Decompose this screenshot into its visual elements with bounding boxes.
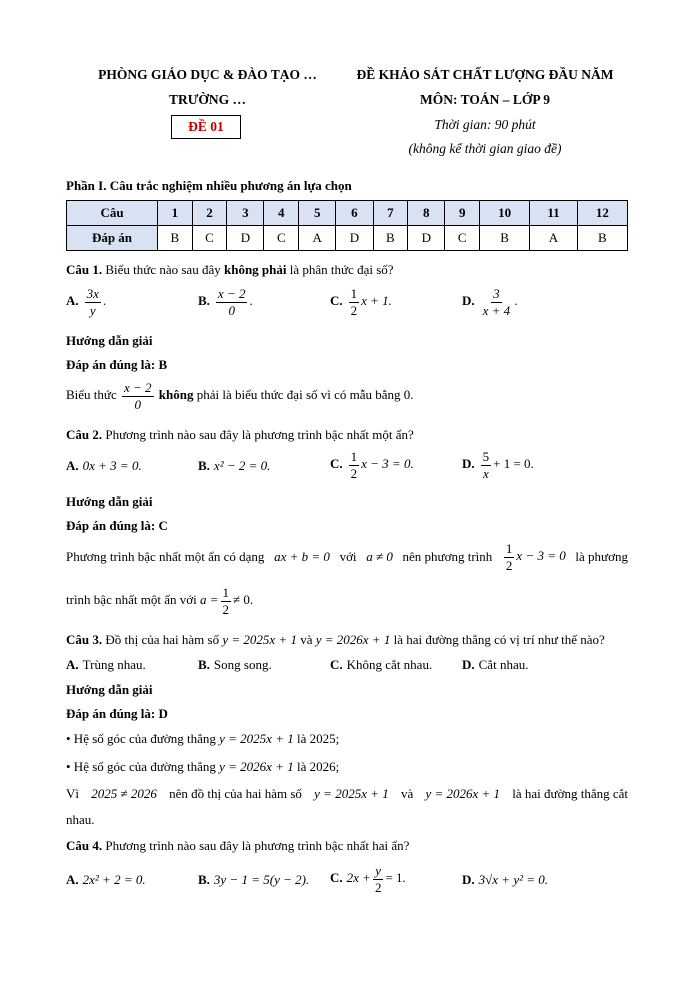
school-name: TRƯỜNG … — [168, 92, 247, 107]
q3-option-a: A. Trùng nhau. — [66, 657, 146, 672]
question-number-cell: 1 — [158, 201, 193, 226]
question-3: Câu 3. Đồ thị của hai hàm số y = 2025x + 1 và y = 2026x + 1 là hai đường thẳng có vị trí như thế nào? — [66, 632, 605, 647]
q4-option-d: D. 3√x + y² = 0. — [462, 872, 549, 887]
option-label: D. — [462, 657, 475, 672]
question-text: Phương trình nào sau đây là phương trình bậc nhất một ẩn? — [105, 427, 414, 442]
fraction: $\frac{1}{2}$ — [350, 286, 358, 318]
q1-option-c: C. $\frac{1}{2}$ x + 1. — [330, 286, 392, 318]
option-label: B. — [198, 293, 210, 309]
answer-cell: B — [373, 226, 408, 251]
answer-cell: A — [299, 226, 336, 251]
question-number-cell: 12 — [577, 201, 627, 226]
q4-option-b: B. 3y − 1 = 5(y − 2). — [198, 872, 310, 887]
option-label: D. — [462, 872, 475, 887]
answer-table-question-row — [67, 201, 628, 226]
question-number-cell: 9 — [445, 201, 480, 226]
guide-heading: Hướng dẫn giải — [66, 333, 153, 348]
fraction: $\frac{3}{x + 4}$ — [482, 286, 511, 318]
answer-table — [66, 200, 628, 251]
answer-cell: D — [336, 226, 373, 251]
q3-option-b: B. Song song. — [198, 657, 272, 672]
fraction: $\frac{5}{x}$ — [482, 449, 490, 481]
fraction: $\frac{1}{2}$ — [350, 449, 358, 481]
fraction: $\frac{x - 2}{0}$ — [123, 380, 152, 412]
question-text: Biểu thức nào sau đây — [105, 262, 221, 277]
option-label: C. — [330, 293, 343, 309]
option-label: C. — [330, 456, 343, 472]
option-label: A. — [66, 458, 79, 473]
question-number-cell: 3 — [227, 201, 264, 226]
question-number-cell: 4 — [264, 201, 299, 226]
exam-title: ĐỀ KHẢO SÁT CHẤT LƯỢNG ĐẦU NĂM — [356, 67, 614, 82]
option-label: B. — [198, 657, 210, 672]
q3-bullet-1: • Hệ số góc của đường thẳng y = 2025x + 1 là 2025; — [66, 731, 340, 746]
correct-answer: Đáp án đúng là: C — [66, 518, 168, 533]
fraction: $\frac{3x}{y}$ — [86, 286, 99, 318]
answer-cell: D — [408, 226, 445, 251]
exam-time: Thời gian: 90 phút — [434, 117, 536, 132]
q1-option-d: D. $\frac{3}{x + 4}$ . — [462, 286, 518, 318]
q3-conclusion-line1: Vì 2025 ≠ 2026 nên đồ thị của hai hàm số y = 2025x + 1 và y = 2026x + 1 là hai đường thẳng cắt — [66, 786, 628, 801]
option-label: D. — [462, 456, 475, 472]
option-label: A. — [66, 657, 79, 672]
q3-option-d: D. Cắt nhau. — [462, 657, 529, 672]
question-1 — [66, 262, 394, 278]
q3-bullet-2: • Hệ số góc của đường thẳng y = 2026x + 1 là 2026; — [66, 759, 340, 774]
question-label: Câu 1. — [66, 262, 103, 277]
option-label: A. — [66, 872, 79, 887]
answer-cell: C — [192, 226, 227, 251]
answer-cell: B — [577, 226, 627, 251]
answer-table-answer-row — [67, 226, 628, 251]
question-number-cell: 10 — [480, 201, 530, 226]
fraction: $\frac{y}{2}$ — [374, 863, 382, 895]
question-2 — [66, 427, 414, 443]
exam-time-note: (không kể thời gian giao đề) — [408, 141, 562, 156]
correct-answer: Đáp án đúng là: D — [66, 706, 168, 721]
q2-option-c: C. $\frac{1}{2}$ x − 3 = 0. — [330, 449, 414, 481]
exam-code-box: ĐỀ 01 — [171, 115, 241, 139]
answer-cell: D — [227, 226, 264, 251]
option-label: B. — [198, 458, 210, 473]
q3-option-c: C. Không cắt nhau. — [330, 657, 433, 672]
question-number-cell: 6 — [336, 201, 373, 226]
answer-table-row-label: Đáp án — [67, 226, 158, 251]
answer-cell: B — [480, 226, 530, 251]
q2-explanation-line2: trình bậc nhất một ẩn với a = $\frac{1}{2}$ ≠ 0. — [66, 585, 254, 617]
q3-conclusion-line2: nhau. — [66, 812, 95, 827]
question-text-bold: không phải — [223, 262, 287, 277]
answer-cell: C — [264, 226, 299, 251]
exam-subject: MÔN: TOÁN – LỚP 9 — [419, 92, 550, 107]
question-label: Câu 2. — [66, 427, 103, 442]
q2-option-d: D. $\frac{5}{x}$ + 1 = 0. — [462, 449, 534, 481]
question-number-cell: 7 — [373, 201, 408, 226]
question-label: Câu 3. — [66, 632, 103, 647]
q2-explanation-line1: Phương trình bậc nhất một ẩn có dạng ax + b = 0 với a ≠ 0 nên phương trình $\frac{1}{2}$ x − 3 = 0 là phương — [66, 541, 628, 573]
part1-title: Phần I. Câu trắc nghiệm nhiều phương án lựa chọn — [66, 178, 352, 193]
option-label: B. — [198, 872, 210, 887]
q4-option-a: A. 2x² + 2 = 0. — [66, 872, 146, 887]
q4-option-c: C. 2x + $\frac{y}{2}$ = 1. — [330, 863, 406, 895]
answer-cell: C — [445, 226, 480, 251]
correct-answer: Đáp án đúng là: B — [66, 357, 168, 372]
fraction: $\frac{1}{2}$ — [505, 541, 513, 573]
q1-option-b: B. $\frac{x - 2}{0}$ . — [198, 286, 253, 318]
q1-option-a: A. $\frac{3x}{y}$ . — [66, 286, 107, 318]
question-label: Câu 4. — [66, 838, 103, 853]
question-number-cell: 5 — [299, 201, 336, 226]
option-label: C. — [330, 657, 343, 672]
question-number-cell: 2 — [192, 201, 227, 226]
q2-option-b: B. x² − 2 = 0. — [198, 458, 271, 473]
answer-cell: B — [158, 226, 193, 251]
answer-table-row-label: Câu — [67, 201, 158, 226]
department-name: PHÒNG GIÁO DỤC & ĐÀO TẠO … — [98, 67, 317, 82]
question-text: là phân thức đại số? — [289, 262, 394, 277]
option-label: A. — [66, 293, 79, 309]
option-label: D. — [462, 293, 475, 309]
guide-heading: Hướng dẫn giải — [66, 682, 153, 697]
fraction: $\frac{x - 2}{0}$ — [217, 286, 246, 318]
q1-explanation: Biểu thức $\frac{x - 2}{0}$ không phải là biểu thức đại số vì có mẫu bằng 0. — [66, 380, 414, 412]
fraction: $\frac{1}{2}$ — [222, 585, 229, 617]
guide-heading: Hướng dẫn giải — [66, 494, 153, 509]
q2-option-a: A. 0x + 3 = 0. — [66, 458, 142, 473]
answer-cell: A — [530, 226, 578, 251]
question-number-cell: 8 — [408, 201, 445, 226]
question-number-cell: 11 — [530, 201, 578, 226]
option-label: C. — [330, 870, 343, 886]
question-4: Câu 4. Phương trình nào sau đây là phương trình bậc nhất hai ẩn? — [66, 838, 410, 853]
